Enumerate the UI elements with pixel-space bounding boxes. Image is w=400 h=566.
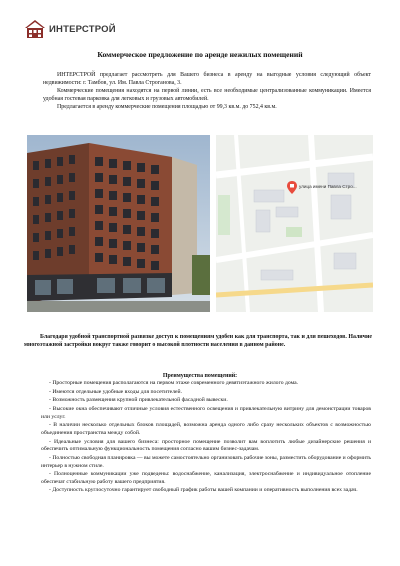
list-item: - Возможность размещения крупной привлекательной фасадной вывески.	[49, 397, 228, 404]
intro-text	[43, 71, 371, 111]
house-logo-icon	[24, 19, 46, 39]
list-item: - Полностью свободная планировка — вы можете самостоятельно организовать рабочие зоны, разместить оборудование и оформить интерьер в нужном стиле.	[41, 454, 371, 469]
building-photo	[27, 135, 210, 312]
list-item: - Доступность круглосуточно гарантирует свободный график работы вашей компании и оперативность выполнения всех задач.	[49, 487, 358, 494]
intro-paragraph: ИНТЕРСТРОЙ предлагает рассмотреть для Вашего бизнеса в аренду на выгодные условия следующий объект недвижимости: г. Тамбов, ул. Им. Павла Строганова, 3.	[43, 72, 371, 86]
list-item: - Имеются отдельные удобные входы для посетителей.	[49, 388, 183, 395]
intro-paragraph: Коммерческие помещения находятся на первой линии, есть все необходимые централизованные коммуникации. Имеется удобная гостевая парковка для легковых и грузовых автомобилей.	[43, 88, 371, 102]
brand-name: ИНТЕРСТРОЙ	[49, 23, 116, 35]
brand-logo	[24, 19, 116, 39]
document-title: Коммерческое предложение по аренде нежилых помещений	[97, 50, 303, 59]
map-pin-icon[interactable]	[287, 181, 297, 194]
advantages-title: Преимущества помещений:	[162, 373, 238, 379]
location-map[interactable]	[216, 135, 373, 312]
map-pin-label: улица имени Павла Стро...	[299, 184, 357, 189]
list-item: - Высокие окна обеспечивают отличные условия естественного освещения и привлекательную витрину для демонстрации товаров или услуг.	[41, 406, 371, 420]
list-item: - Просторные помещения располагаются на первом этаже современного девятиэтажного жилого дома.	[49, 380, 299, 386]
list-item: - Идеальные условия для вашего бизнеса: просторное помещение позволит вам воплотить любые дизайнерские решения и обеспечить оптимальную функциональность помещения согласно вашим бизнес-задачам.	[41, 438, 371, 453]
intro-paragraph: Предлагается в аренду коммерческие помещения площадью от 99,3 кв.м. до 752,4 кв.м.	[57, 104, 277, 110]
list-item: - Полноценные коммуникации уже подведены: водоснабжение, канализация, электроснабжение и индивидуальное отопление обеспечат стабильную работу вашего предприятия.	[41, 471, 371, 485]
list-item: - В наличии несколько отдельных блоков площадей, возможна аренда одного либо сразу нескольких объектов с возможностью объединения пространства между собой.	[41, 422, 371, 436]
advantages-list	[41, 380, 371, 496]
transport-paragraph: Благодаря удобной транспортной развязке доступ к помещениям удобен как для транспорта, так и для пешеходов. Наличие многоэтажной застройки вокруг также говорит о высокой плотности населения в данном районе.	[24, 334, 372, 348]
